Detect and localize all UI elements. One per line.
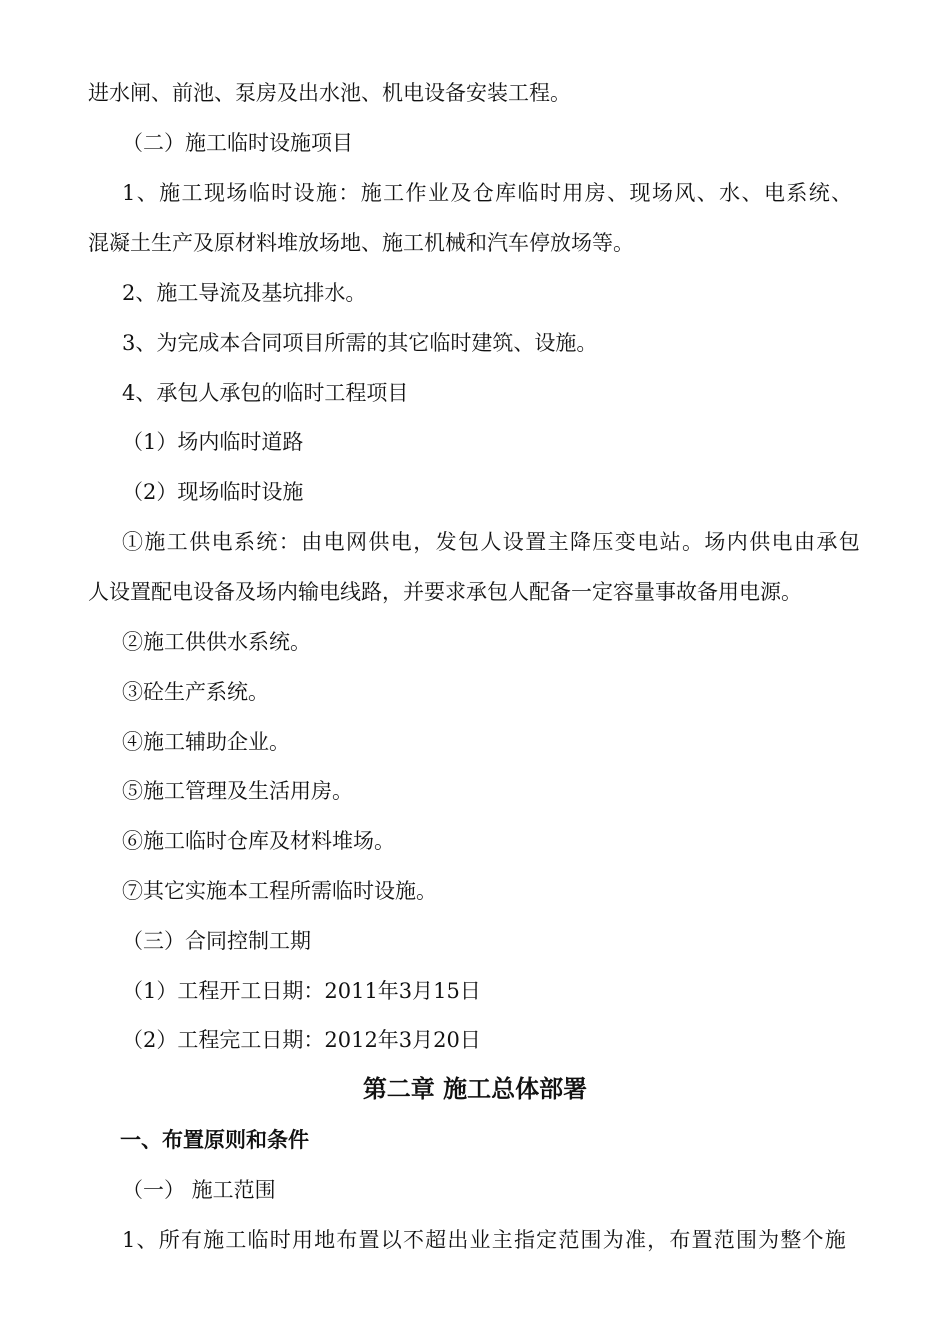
body-line: ⑦其它实施本工程所需临时设施。 <box>122 879 437 903</box>
section-heading: 一、布置原则和条件 <box>120 1128 309 1152</box>
body-line: 3、为完成本合同项目所需的其它临时建筑、设施。 <box>122 331 598 355</box>
body-line: （2）工程完工日期：2012年3月20日 <box>122 1028 481 1052</box>
body-line: 2、施工导流及基坑排水。 <box>122 281 367 305</box>
chapter-title: 第二章 施工总体部署 <box>362 1075 588 1103</box>
body-line: 混凝土生产及原材料堆放场地、施工机械和汽车停放场等。 <box>88 231 634 255</box>
body-line: 4、承包人承包的临时工程项目 <box>122 381 409 405</box>
body-line: ②施工供供水系统。 <box>122 630 311 654</box>
subsection-heading: （二）施工临时设施项目 <box>122 131 353 155</box>
body-line: （1）场内临时道路 <box>122 430 304 454</box>
subsection-heading: （一） 施工范围 <box>122 1178 276 1202</box>
body-line: （1）工程开工日期：2011年3月15日 <box>122 979 481 1003</box>
body-line: ⑤施工管理及生活用房。 <box>122 779 353 803</box>
body-line: ⑥施工临时仓库及材料堆场。 <box>122 829 395 853</box>
body-line: 1、所有施工临时用地布置以不超出业主指定范围为准，布置范围为整个施 <box>122 1228 847 1252</box>
body-line: ③砼生产系统。 <box>122 680 269 704</box>
body-line: 人设置配电设备及场内输电线路，并要求承包人配备一定容量事故备用电源。 <box>88 580 802 604</box>
body-line: ①施工供电系统：由电网供电，发包人设置主降压变电站。场内供电由承包 <box>122 530 862 554</box>
body-line: 进水闸、前池、泵房及出水池、机电设备安装工程。 <box>88 81 571 105</box>
body-line: ④施工辅助企业。 <box>122 730 290 754</box>
subsection-heading: （三）合同控制工期 <box>122 929 311 953</box>
body-line: 1、施工现场临时设施：施工作业及仓库临时用房、现场风、水、电系统、 <box>122 181 854 205</box>
body-line: （2）现场临时设施 <box>122 480 304 504</box>
